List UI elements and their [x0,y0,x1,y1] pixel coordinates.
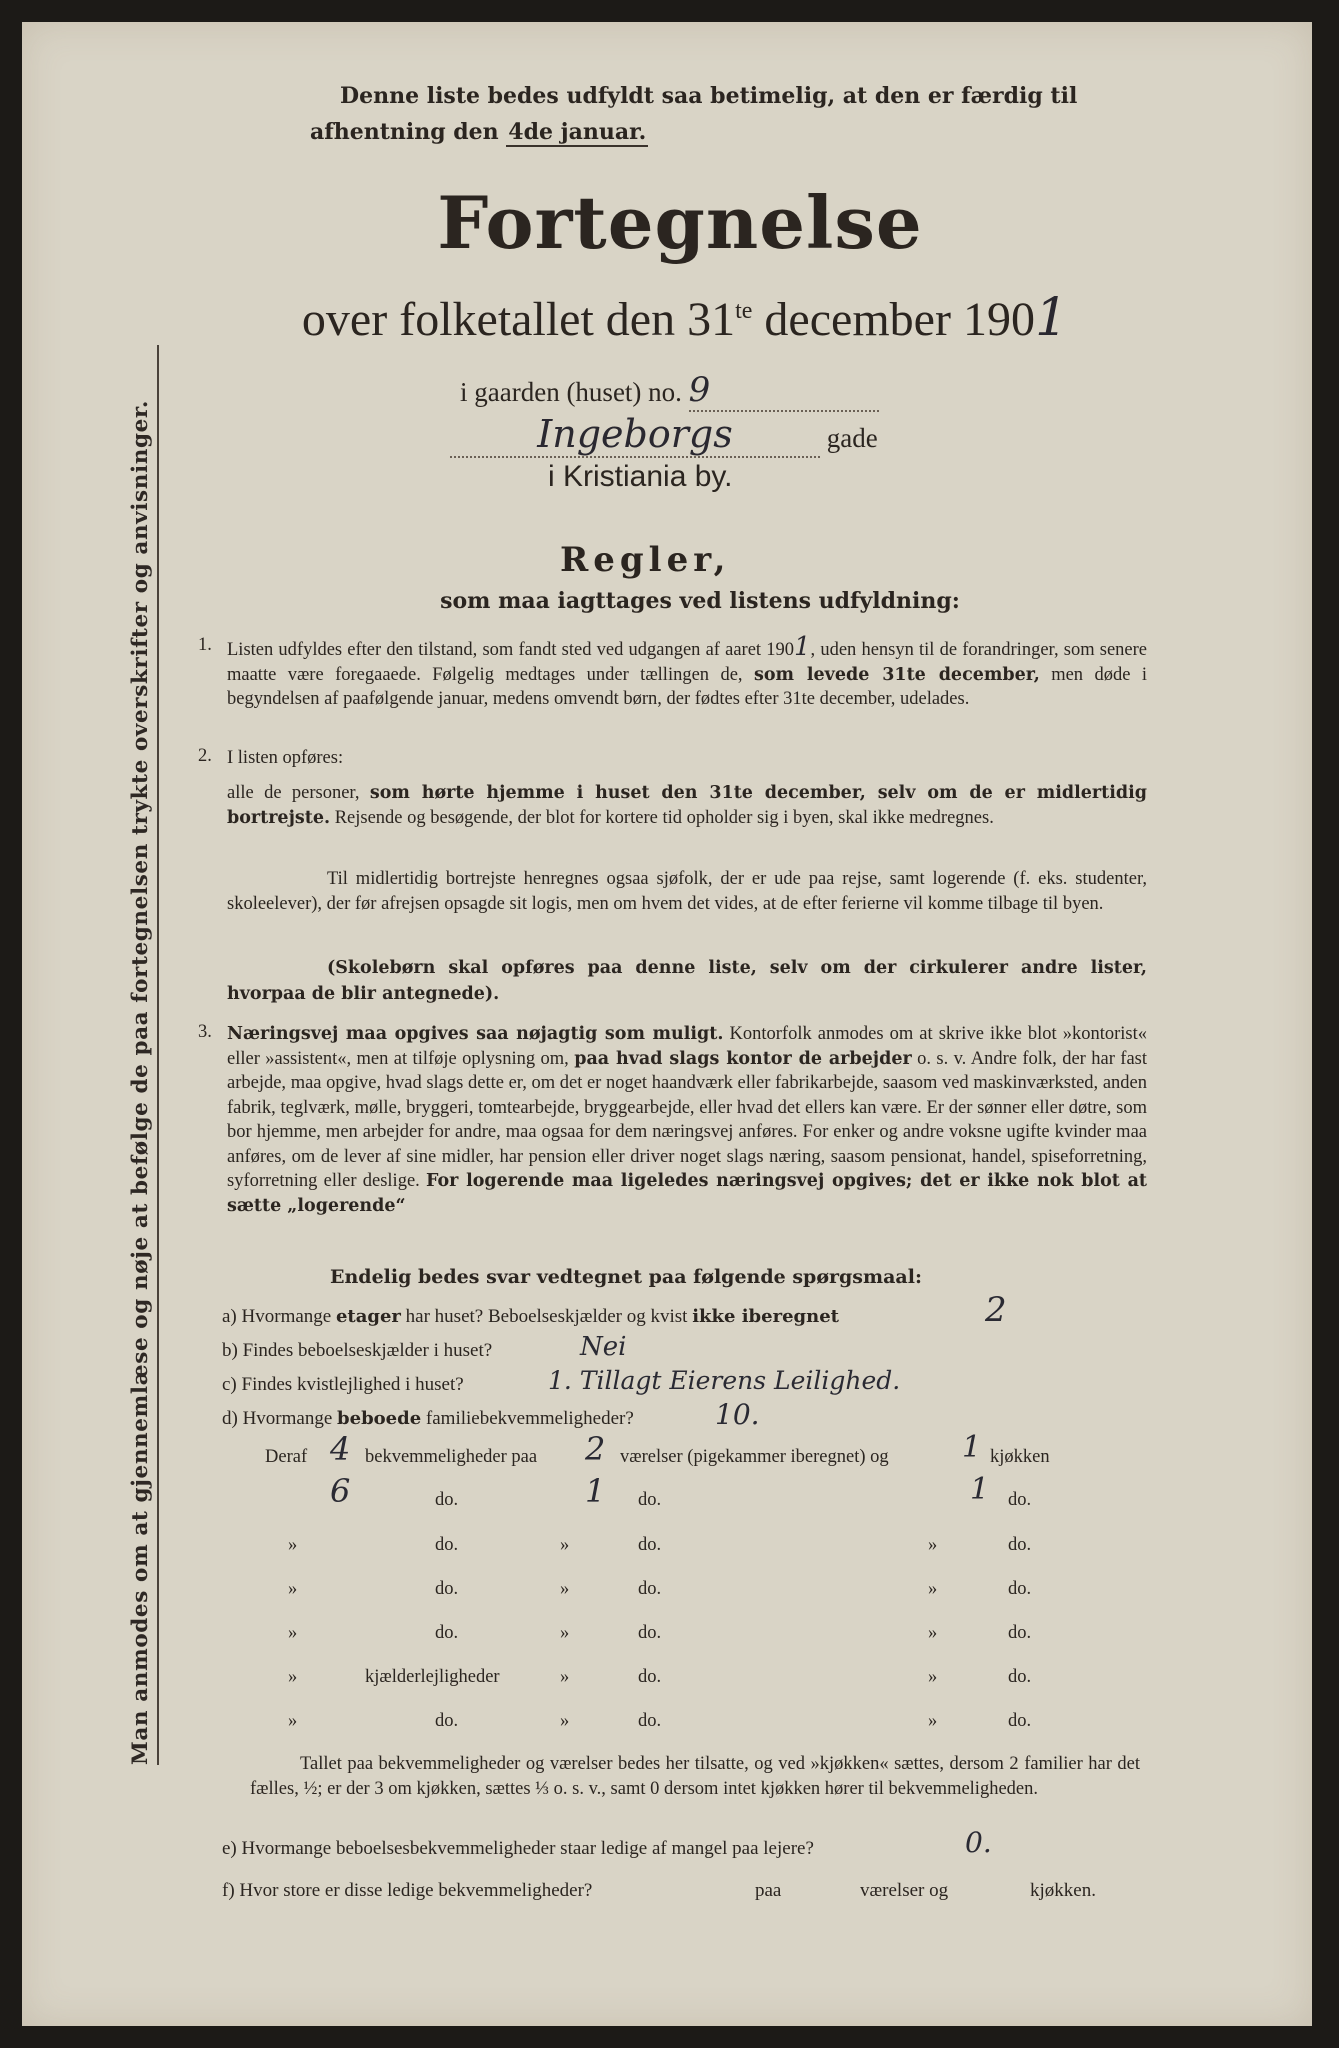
rule1-text [227,632,1147,712]
row5-quote2: » [560,1623,570,1643]
row6-kjaelder: kjælderlejligheder [365,1667,500,1687]
qc-label: c) [222,1374,237,1395]
row2-do3: do. [1008,1490,1032,1510]
row7-do3: do. [1008,1711,1032,1731]
rule1-number: 1. [198,635,212,655]
question-d [222,1408,634,1430]
answer-e: 0. [965,1826,992,1859]
row7-quote2: » [560,1711,570,1731]
row1-rooms: 2 [585,1430,606,1468]
qf-paa: paa [755,1880,782,1901]
row3-quote3: » [928,1535,938,1555]
notice-line2-prefix: afhentning den [310,119,507,145]
question-a [222,1306,839,1328]
answer-a: 2 [985,1290,1007,1330]
rule3-bold3: For logerende maa ligeledes næringsvej opgives; det er ikke nok blot at sætte „logerende“ [227,1171,1147,1216]
qa-bold1: etager [335,1306,401,1327]
rule3-number: 3. [198,1022,212,1042]
qf-label: f) [222,1880,235,1901]
rule3-bold1: Næringsvej maa opgives saa nøjagtig som muligt. [227,1024,724,1044]
gaard-line [460,370,879,412]
row7-quote: » [288,1711,298,1731]
qd-t2: familiebekvemmeligheder? [421,1408,634,1429]
qe-text: Hvormange beboelsesbekvemmeligheder staar ledige af mangel paa lejere? [241,1838,814,1859]
row6-quote: » [288,1667,298,1687]
qa-t1: Hvormange [241,1306,336,1327]
gaard-label: i gaarden (huset) no. [460,377,682,407]
subtitle-b: december 190 [752,293,1035,346]
answer-d: 10. [715,1398,760,1431]
row4-quote3: » [928,1579,938,1599]
street-suffix: gade [826,423,878,453]
row4-do1: do. [435,1579,459,1599]
table-note: Tallet paa bekvemmeligheder og værelser bedes her tilsatte, og ved »kjøkken« sættes, dersom 2 familier har det fælles, ½; er der 3 om kjøkken, sættes ⅓ o. s. v., samt 0 dersom intet kjøkken hører til bekvemmeligheden. [250,1754,1140,1799]
rule2-intro: I listen opføres: [227,748,344,768]
qc-text: Findes kvistlejlighed i huset? [241,1374,464,1395]
row7-quote3: » [928,1711,938,1731]
rule1-t1: Listen udfyldes efter den tilstand, som fandt sted ved udgangen af aaret 190 [227,640,794,660]
rule2-t2: Rejsende og besøgende, der blot for kortere tid opholder sig i byen, skal ikke medregnes. [330,807,994,828]
rule2-p3: (Skolebørn skal opføres paa denne liste, selv om der cirkulerer andre lister, hvorpaa de blir antegnede). [227,958,1147,1004]
row1-kjokken: kjøkken [990,1447,1050,1467]
qf-text: Hvor store er disse ledige bekvemmeligheder? [239,1880,593,1901]
qa-t2: har huset? Beboelseskjælder og kvist [400,1306,693,1327]
rules-title: Regler, [560,540,731,580]
qd-bold: beboede [337,1408,422,1429]
row2-do2: do. [638,1490,662,1510]
row2-do1: do. [435,1490,459,1510]
row7-do1: do. [435,1711,459,1731]
row4-quote2: » [560,1579,570,1599]
qb-label: b) [222,1340,238,1361]
row5-do1: do. [435,1623,459,1643]
question-b [222,1340,492,1362]
row5-do2: do. [638,1623,662,1643]
deraf-label: Deraf [265,1447,308,1467]
question-e [222,1838,814,1860]
page-subtitle [165,288,1205,348]
rule1-year: 1 [793,632,811,662]
side-rule [157,345,159,1765]
row1-bekv: bekvemmeligheder paa [365,1447,538,1467]
row3-do3: do. [1008,1535,1032,1555]
rule2-number: 2. [198,746,212,766]
side-note: Man anmodes om at gjennemlæse og nøje at befølge de paa fortegnelsen trykte overskrifter og anvisninger. [128,400,153,1765]
row5-quote3: » [928,1623,938,1643]
rule1-bold: som levede 31te december, [753,664,1040,685]
row6-do2: do. [638,1667,662,1687]
year-handwritten: 1 [1034,288,1069,348]
rule2-bold: som hørte hjemme i huset den 31te december, selv om de er midlertidig bortrejste. [227,783,1148,828]
row6-do3: do. [1008,1667,1032,1687]
qd-label: d) [222,1408,238,1429]
notice-line1: Denne liste bedes udfyldt saa betimelig, at den er færdig til [340,83,1078,109]
street-line [450,412,878,458]
qd-t1: Hvormange [242,1408,338,1429]
qf-vaer: værelser og [860,1880,949,1901]
row3-do1: do. [435,1535,459,1555]
questions-heading: Endelig bedes svar vedtegnet paa følgende spørgsmaal: [330,1266,922,1288]
row5-quote: » [288,1623,298,1643]
subtitle-a: over folketallet den 31 [301,293,736,346]
rule1-t3: men døde i begyndelsen af paafølgende januar, medens omvendt børn, der fødtes efter 31te december, udelades. [227,664,1147,709]
gaard-number: 9 [689,370,879,412]
qf-kjokken: kjøkken. [1030,1880,1096,1901]
notice-date: 4de januar. [508,119,647,145]
rule2-t1: alle de personer, [227,783,370,803]
row6-quote3: » [928,1667,938,1687]
city-line: i Kristiania by. [548,460,733,493]
street-name: Ingeborgs [450,412,820,458]
row3-quote2: » [560,1535,570,1555]
qb-text: Findes beboelseskjælder i huset? [242,1340,493,1361]
subtitle-sup: te [735,298,753,324]
qa-bold2: ikke iberegnet [692,1306,839,1327]
row2-kitchen: 1 [970,1472,990,1507]
rules-subtitle: som maa iagttages ved listens udfyldning: [440,588,960,614]
row1-count: 4 [330,1430,351,1468]
row3-quote: » [288,1535,298,1555]
row4-do2: do. [638,1579,662,1599]
question-f [222,1880,592,1902]
rule2-text [227,781,1147,830]
page-title: Fortegnelse [437,180,923,265]
row4-do3: do. [1008,1579,1032,1599]
row4-quote: » [288,1579,298,1599]
row3-do2: do. [638,1535,662,1555]
rule3-t1: Kontorfolk anmodes om at skrive ikke blot »kontorist« eller »assistent«, men at tilføje oplysning om, [227,1024,1147,1069]
notice [310,78,1190,150]
qa-label: a) [222,1306,237,1327]
rule3-text [227,1022,1147,1218]
row5-do3: do. [1008,1623,1032,1643]
row6-quote2: » [560,1667,570,1687]
answer-c: 1. Tillagt Eierens Leilighed. [548,1366,901,1395]
notice-line2 [310,114,1190,150]
qe-label: e) [222,1838,237,1859]
row1-kitchen: 1 [962,1430,982,1465]
question-c [222,1374,464,1396]
row2-count: 6 [330,1472,351,1510]
rule1-t2: , uden hensyn til de forandringer, som senere maatte være foregaaede. Følgelig medtages under tællingen de, [227,640,1147,685]
row7-do2: do. [638,1711,662,1731]
row2-rooms: 1 [585,1472,606,1510]
row1-vaer: værelser (pigekammer iberegnet) og [620,1447,889,1467]
rule3-bold2: paa hvad slags kontor de arbejder [574,1048,912,1069]
answer-b: Nei [580,1332,627,1362]
rule2-p2: Til midlertidig bortrejste henregnes ogsaa sjøfolk, der er ude paa rejse, samt logerende (f. eks. studenter, skoleelever), der før afrejsen opsagde sit logis, men om hvem det vides, at de efter ferierne vil komme tilbage til byen. [227,869,1147,914]
rule3-t2: o. s. v. Andre folk, der har fast arbejde, maa opgive, hvad slags dette er, om det er noget haandværk eller fabrikarbejde, saasom ved maskinværksted, anden fabrik, teglværk, mølle, bryggeri, tomtearbejde, bryggearbejde, eller hvad det ellers kan være. Er der sønner eller døtre, som bor hjemme, men arbejder for andre, maa ogsaa for dem næringsvej anføres. For enker og andre voksne ugifte kvinder maa anføres, om de lever af sine midler, har pension eller driver noget slags næring, saasom pensionat, handel, spiseforretning, syforretning eller deslige. [227,1048,1147,1191]
